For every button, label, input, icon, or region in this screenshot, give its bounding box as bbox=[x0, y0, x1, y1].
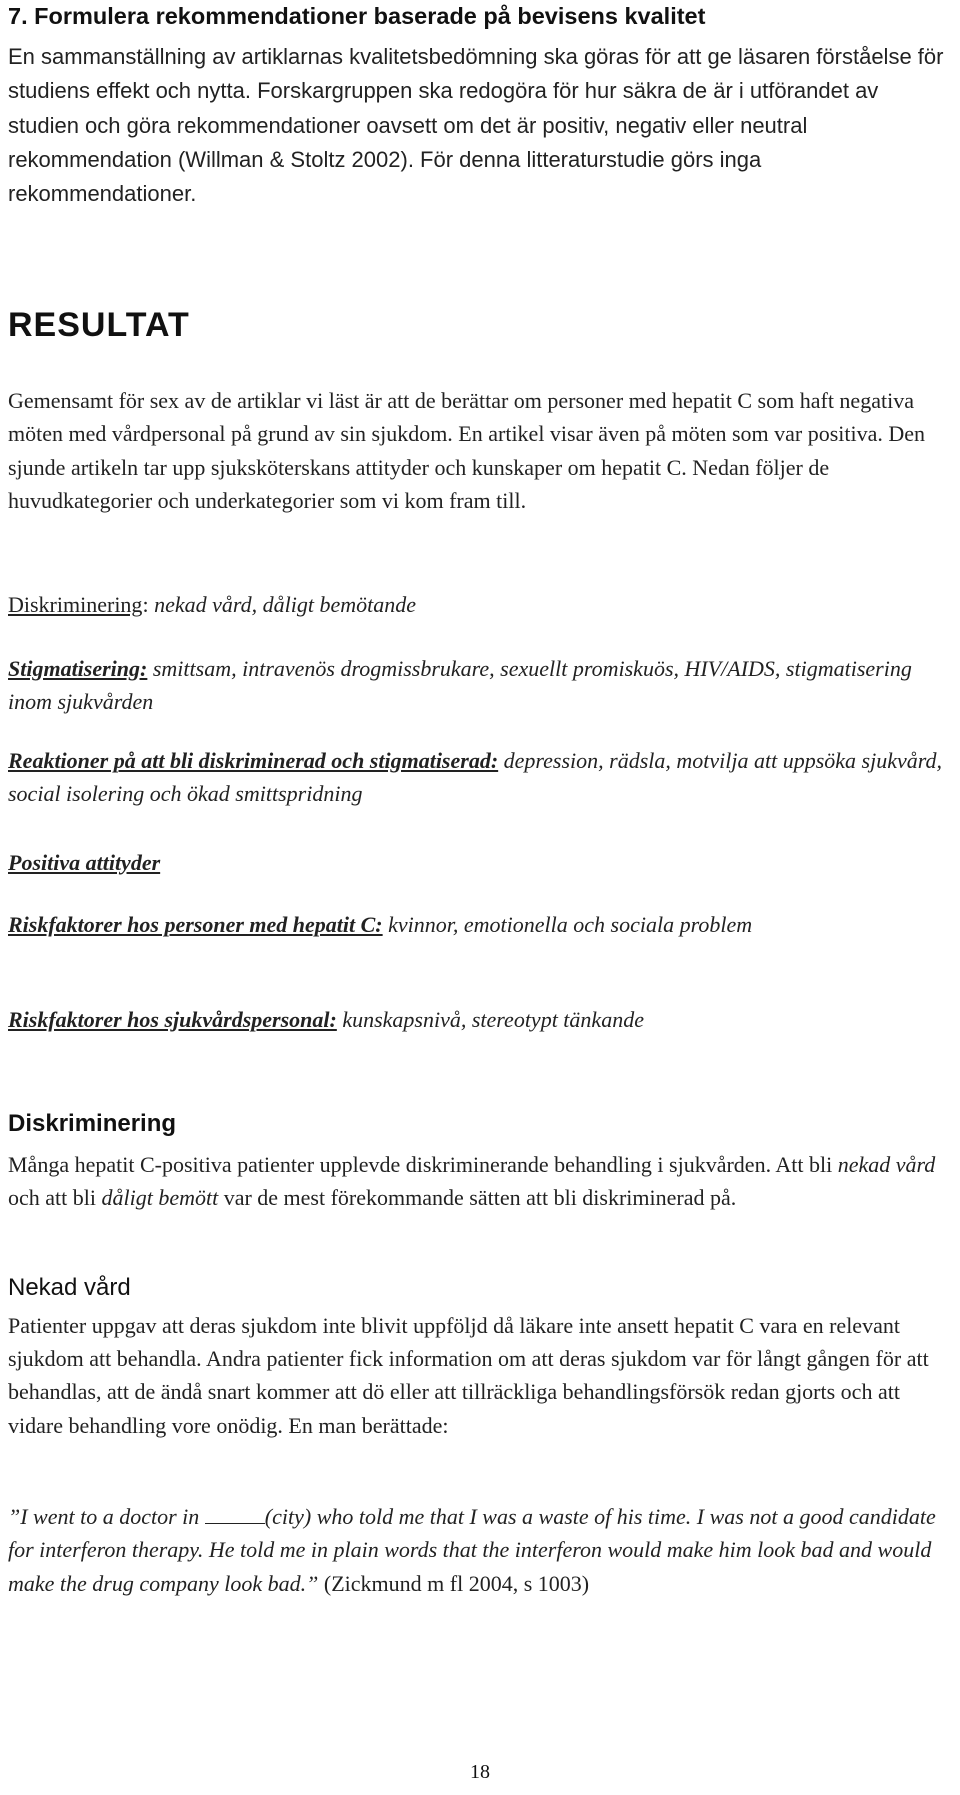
nekad-vard-body: Patienter uppgav att deras sjukdom inte blivit uppföljd då läkare inte ansett hepatit C vara en relevant sjukdom att behandla. Andra patienter fick information om att deras sjukdom var för långt gången för att behandlas, att de ändå snart kommer att dö eller att tillräckliga behandlingsförsök redan gjorts och att vidare behandling vore onödig. En man berättade: bbox=[8, 1313, 929, 1438]
body-text: var de mest förekommande sätten att bli diskriminerad på. bbox=[218, 1185, 737, 1211]
emphasis-text: dåligt bemött bbox=[101, 1185, 219, 1211]
category-reaktioner bbox=[8, 744, 952, 811]
category-label: Diskriminering bbox=[8, 592, 143, 617]
section-7-heading: 7. Formulera rekommendationer baserade på bevisens kvalitet bbox=[8, 3, 706, 29]
citation: (Zickmund m fl 2004, s 1003) bbox=[318, 1570, 590, 1596]
category-items: kvinnor, emotionella och sociala problem bbox=[382, 912, 753, 937]
category-items: kunskapsnivå, stereotypt tänkande bbox=[336, 1007, 644, 1032]
category-items: smittsam, intravenös drogmissbrukare, sexuellt promiskuös, HIV/AIDS, stigmatisering inom sjukvården bbox=[8, 656, 912, 715]
quote-block bbox=[8, 1500, 952, 1600]
category-label: Riskfaktorer hos sjukvårdspersonal: bbox=[8, 1007, 337, 1032]
category-riskfaktorer-personer bbox=[8, 908, 952, 941]
emphasis-text: nekad vård bbox=[837, 1152, 936, 1177]
nekad-vard-heading: Nekad vård bbox=[8, 1274, 131, 1301]
diskriminering-body bbox=[8, 1148, 952, 1215]
category-items: depression, rädsla, motvilja att uppsöka sjukvård, social isolering och ökad smittspridning bbox=[8, 748, 943, 807]
quote-text: ”I went to a doctor in bbox=[8, 1504, 205, 1529]
quote-text: (city) who told me that I was a waste of his time. I was not a good candidate for interferon therapy. He told me in plain words that the interferon would make him look bad and would make the drug company look bad.” bbox=[8, 1504, 936, 1596]
category-label: Riskfaktorer hos personer med hepatit C: bbox=[8, 912, 383, 937]
category-separator: : bbox=[142, 592, 155, 617]
resultat-body: Gemensamt för sex av de artiklar vi läst är att de berättar om personer med hepatit C som haft negativa möten med vårdpersonal på grund av sin sjukdom. En artikel visar även på möten som var positiva. Den sjunde artikeln tar upp sjuksköterskans attityder och kunskaper om hepatit C. Nedan följer de huvudkategorier och underkategorier som vi kom fram till. bbox=[8, 388, 926, 514]
category-label: Stigmatisering: bbox=[8, 656, 148, 681]
section-7-body: En sammanställning av artiklarnas kvalitetsbedömning ska göras för att ge läsaren förståelse för studiens effekt och nytta. Forskargruppen ska redogöra för hur säkra de är i utförandet av studien och göra rekommendationer oavsett om det är positiv, negativ eller neutral rekommendation (Willman & Stoltz 2002). För denna litteraturstudie görs inga rekommendationer. bbox=[8, 44, 944, 207]
category-positiva bbox=[8, 846, 952, 879]
body-text: Många hepatit C-positiva patienter upplevde diskriminerande behandling i sjukvården. Att bli bbox=[8, 1152, 838, 1177]
page-number: 18 bbox=[470, 1761, 490, 1783]
category-label: Reaktioner på att bli diskriminerad och stigmatiserad: bbox=[8, 748, 499, 773]
blank-line bbox=[205, 1505, 265, 1524]
resultat-heading: RESULTAT bbox=[8, 306, 190, 344]
category-items: nekad vård, dåligt bemötande bbox=[154, 592, 416, 617]
category-label: Positiva attityder bbox=[8, 850, 161, 875]
category-stigmatisering bbox=[8, 652, 952, 719]
category-diskriminering bbox=[8, 588, 952, 621]
category-riskfaktorer-personal bbox=[8, 1003, 952, 1036]
body-text: och att bli bbox=[8, 1185, 102, 1211]
diskriminering-heading: Diskriminering bbox=[8, 1110, 177, 1137]
